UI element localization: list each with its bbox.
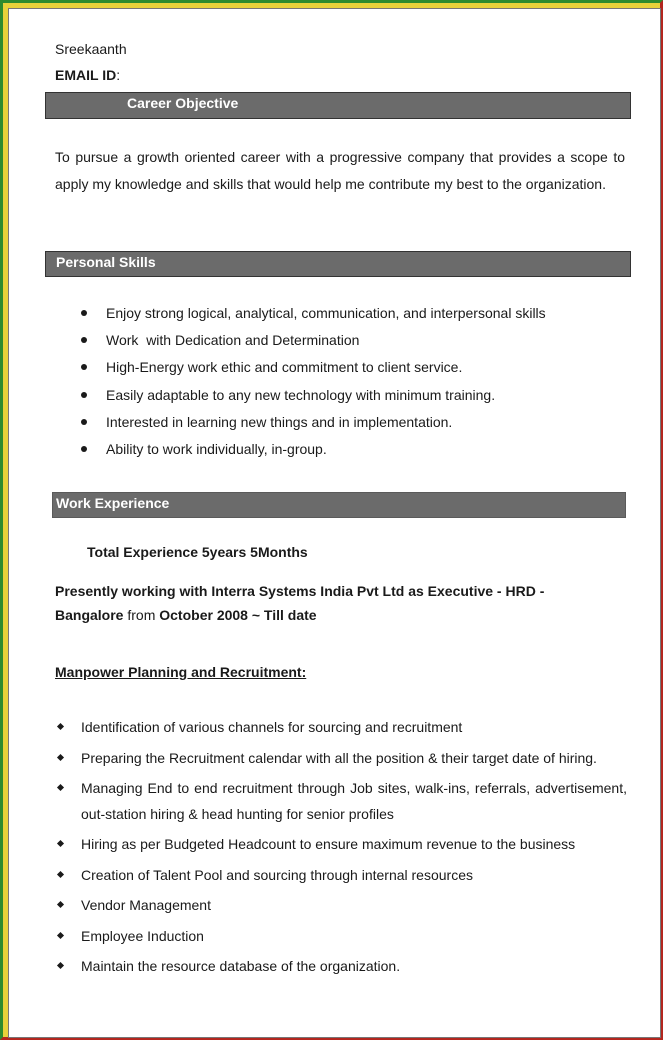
duty-item (55, 893, 627, 919)
duty-item (55, 954, 627, 980)
diamond-bullet-icon (57, 840, 64, 847)
bullet-icon (81, 446, 87, 452)
diamond-bullet-icon (57, 753, 64, 760)
skill-item (55, 382, 615, 409)
current-position-company: Presently working with Interra Systems India Pvt Ltd as Executive - HRD - Bangalore (55, 583, 545, 623)
skill-text: Enjoy strong logical, analytical, communication, and interpersonal skills (106, 305, 546, 321)
duty-item (55, 776, 627, 827)
personal-skills-heading (45, 251, 631, 277)
skills-list (55, 300, 615, 463)
current-position (55, 579, 615, 627)
duties-list (55, 715, 627, 985)
duty-text: Managing End to end recruitment through Job sites, walk-ins, referrals, advertisement, out-station hiring & head hunting for senior profiles (81, 780, 627, 822)
diamond-bullet-icon (57, 784, 64, 791)
skill-text: Ability to work individually, in-group. (106, 440, 327, 457)
personal-skills-title: Personal Skills (56, 254, 156, 270)
current-position-from: from (123, 607, 160, 623)
duty-item (55, 746, 627, 772)
email-label (55, 67, 120, 83)
work-experience-heading (52, 492, 626, 518)
bullet-icon (81, 419, 87, 425)
skill-text: Work with Dedication and Determination (106, 332, 360, 349)
candidate-name: Sreekaanth (55, 41, 127, 57)
duty-text: Employee Induction (81, 927, 204, 944)
diamond-bullet-icon (57, 962, 64, 969)
duty-text: Preparing the Recruitment calendar with all the position & their target date of hiring. (81, 749, 597, 766)
duty-text: Hiring as per Budgeted Headcount to ensure maximum revenue to the business (81, 836, 576, 852)
duty-text: Identification of various channels for sourcing and recruitment (81, 719, 463, 735)
career-objective-text: To pursue a growth oriented career with a progressive company that provides a scope to apply my knowledge and skills that would help me contribute my best to the organization. (55, 149, 625, 192)
skill-text: Easily adaptable to any new technology with minimum training. (106, 386, 496, 403)
current-position-period: October 2008 ~ Till date (159, 607, 317, 623)
duty-text: Maintain the resource database of the organization. (81, 958, 401, 974)
bullet-icon (81, 364, 87, 370)
email-label-text: EMAIL ID (55, 67, 117, 83)
duty-item (55, 863, 627, 889)
duty-item (55, 715, 627, 741)
diamond-bullet-icon (57, 870, 64, 877)
skill-item (55, 327, 615, 354)
bullet-icon (81, 310, 87, 316)
bullet-icon (81, 392, 87, 398)
skill-item (55, 436, 615, 463)
total-experience: Total Experience 5years 5Months (87, 544, 308, 560)
diamond-bullet-icon (57, 931, 64, 938)
document-page (8, 8, 661, 1038)
skill-text: High-Energy work ethic and commitment to client service. (106, 359, 463, 376)
skill-item (55, 354, 615, 381)
career-objective-title: Career Objective (127, 95, 239, 111)
duty-item (55, 832, 627, 858)
duty-item (55, 924, 627, 950)
work-experience-title: Work Experience (56, 495, 170, 511)
diamond-bullet-icon (57, 723, 64, 730)
bullet-icon (81, 337, 87, 343)
duty-text: Creation of Talent Pool and sourcing through internal resources (81, 866, 473, 883)
diamond-bullet-icon (57, 901, 64, 908)
email-colon: : (116, 67, 121, 83)
skill-item (55, 409, 615, 436)
duty-text: Vendor Management (81, 897, 211, 913)
manpower-heading: Manpower Planning and Recruitment: (55, 664, 307, 680)
skill-item (55, 300, 615, 327)
career-objective-heading (45, 92, 631, 119)
skill-text: Interested in learning new things and in implementation. (106, 413, 453, 430)
